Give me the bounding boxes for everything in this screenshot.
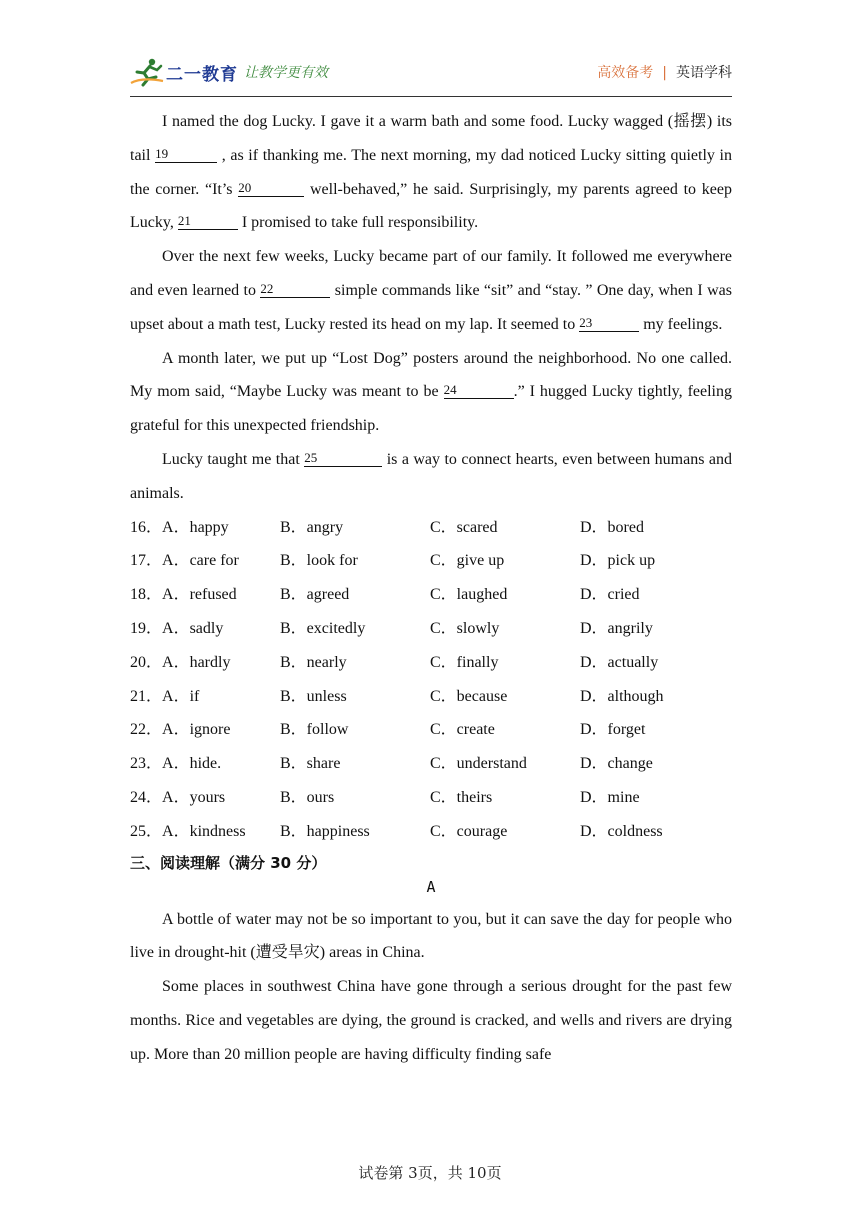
option-row <box>130 544 732 578</box>
header-subject <box>597 62 732 82</box>
reading-paragraph: Some places in southwest China have gone through a serious drought for the past few months. Rice and vegetables are dying, the ground is cracked, and wells and rivers are drying up. More than 20 million people are having difficulty finding safe <box>130 978 732 1063</box>
option-a: 18．A．refused <box>130 586 237 604</box>
option-row <box>130 713 732 747</box>
passage-text: A month later, we put up “Lost Dog” posters around the neighborhood. No one called. My mom said, “Maybe Lucky was meant to be <box>130 349 732 401</box>
logo-text: 二一教育 <box>166 64 238 85</box>
option-a: 25．A．kindness <box>130 822 246 840</box>
blank-20: 20 <box>238 180 304 197</box>
option-d: D．angrily <box>580 619 653 637</box>
option-d: D．although <box>580 687 664 705</box>
option-row <box>130 747 732 781</box>
passage-text: , as if thanking me. The next morning, my dad noticed Lucky sitting quietly in the corner. “It’s <box>130 146 732 198</box>
option-a: 21．A．if <box>130 687 200 705</box>
option-d: D．mine <box>580 788 640 806</box>
option-c: C．laughed <box>430 586 508 604</box>
option-b: B．happiness <box>280 822 370 840</box>
option-a: 17．A．care for <box>130 552 239 570</box>
blank-19: 19 <box>155 146 217 163</box>
option-b: B．ours <box>280 788 335 806</box>
option-row <box>130 578 732 612</box>
option-a: 19．A．sadly <box>130 619 224 637</box>
blank-25: 25 <box>304 450 382 467</box>
option-row <box>130 815 732 849</box>
passage-paragraph <box>130 105 732 240</box>
option-c: C．slowly <box>430 619 500 637</box>
logo-slogan: 让教学更有效 <box>244 65 328 81</box>
option-c: C．scared <box>430 518 498 536</box>
runner-logo-icon <box>130 57 164 87</box>
option-a: 24．A．yours <box>130 788 226 806</box>
option-d: D．actually <box>580 653 659 671</box>
reading-paragraph: A bottle of water may not be so important to you, but it can save the day for people who live in drought-hit (遭受旱灾) areas in China. <box>130 910 732 962</box>
option-c: C．because <box>430 687 508 705</box>
option-b: B．unless <box>280 687 347 705</box>
option-d: D．forget <box>580 721 646 739</box>
option-b: B．agreed <box>280 586 350 604</box>
option-row <box>130 646 732 680</box>
option-b: B．angry <box>280 518 344 536</box>
option-a: 22．A．ignore <box>130 721 231 739</box>
option-d: D．pick up <box>580 552 656 570</box>
header-separator: | <box>662 65 667 81</box>
option-c: C．create <box>430 721 495 739</box>
option-b: B．excitedly <box>280 619 366 637</box>
option-d: D．cried <box>580 586 640 604</box>
passage-text: .” I hugged Lucky tightly, feeling grateful for this unexpected friendship. <box>130 383 732 435</box>
option-d: D．coldness <box>580 822 663 840</box>
passage-text: well-behaved,” he said. Surprisingly, my parents agreed to keep Lucky, <box>130 180 732 232</box>
option-row <box>130 781 732 815</box>
blank-24: 24 <box>444 382 514 399</box>
blank-22: 22 <box>260 281 330 298</box>
option-row <box>130 612 732 646</box>
header-tag-prep: 高效备考 <box>597 65 654 81</box>
option-a: 20．A．hardly <box>130 653 231 671</box>
option-d: D．change <box>580 755 653 773</box>
option-row <box>130 680 732 714</box>
section-title: 三、阅读理解（满分 30 分） <box>130 853 327 872</box>
option-c: C．understand <box>430 755 527 773</box>
option-c: C．courage <box>430 822 508 840</box>
passage-paragraph <box>130 443 732 511</box>
passage-paragraph <box>130 240 732 341</box>
option-b: B．nearly <box>280 653 347 671</box>
passage-label: A <box>426 877 436 896</box>
page-header <box>130 52 732 98</box>
option-b: B．follow <box>280 721 349 739</box>
option-a: 23．A．hide. <box>130 755 222 773</box>
option-a: 16．A．happy <box>130 518 229 536</box>
option-row <box>130 511 732 545</box>
option-d: D．bored <box>580 518 644 536</box>
blank-23: 23 <box>579 315 639 332</box>
passage-text: is a way to connect hearts, even between humans and animals. <box>130 450 732 502</box>
passage-text: I named the dog Lucky. I gave it a warm bath and some food. Lucky wagged (摇摆) its tail <box>130 113 732 164</box>
passage-text: I promised to take full responsibility. <box>237 214 479 232</box>
header-divider <box>130 96 732 97</box>
option-c: C．finally <box>430 653 499 671</box>
page-footer: 试卷第 3页，共 10页 <box>358 1164 502 1182</box>
header-tag-subject: 英语学科 <box>676 65 732 81</box>
option-b: B．look for <box>280 552 358 570</box>
option-c: C．theirs <box>430 788 493 806</box>
passage-text: my feelings. <box>639 315 723 333</box>
blank-21: 21 <box>178 213 238 230</box>
passage-text: Lucky taught me that <box>162 450 305 468</box>
logo <box>130 56 328 88</box>
passage-text: simple commands like “sit” and “stay. ” One day, when I was upset about a math test, Lucky rested its head on my lap. It seemed to <box>130 281 732 333</box>
option-c: C．give up <box>430 552 505 570</box>
options-list <box>130 511 732 849</box>
passage-text: Over the next few weeks, Lucky became part of our family. It followed me everywhere and even learned to <box>130 248 732 299</box>
option-b: B．share <box>280 755 341 773</box>
page-content <box>130 105 732 1072</box>
passage-paragraph <box>130 342 732 443</box>
